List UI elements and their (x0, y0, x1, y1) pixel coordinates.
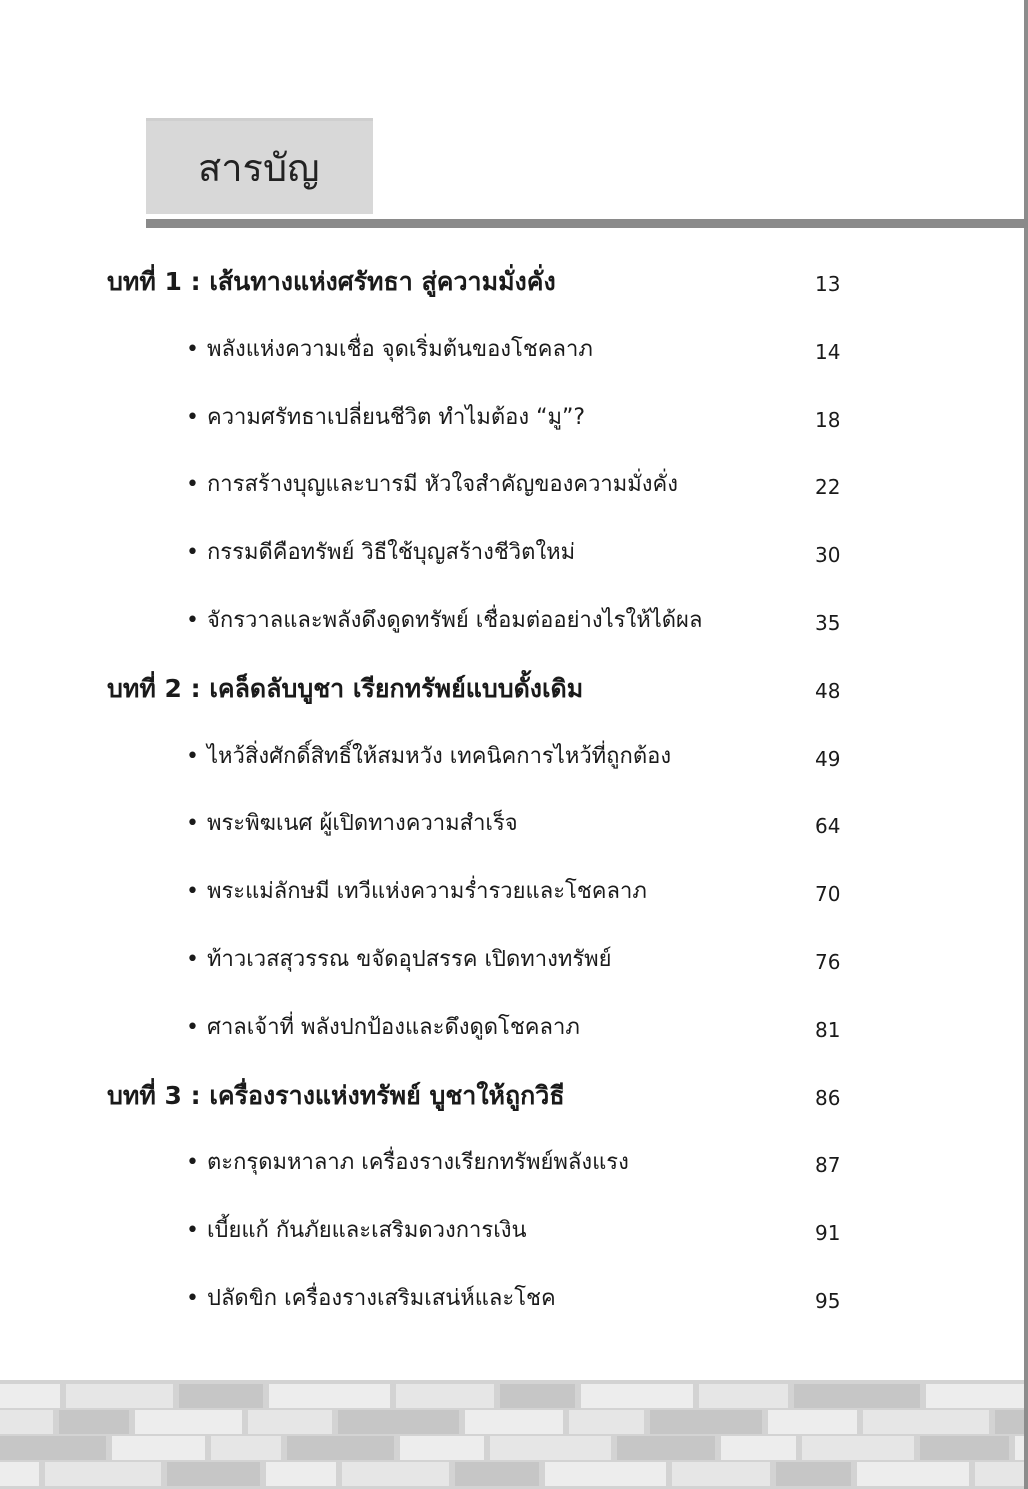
footer-pattern-tile (269, 1384, 390, 1408)
toc-item-row (0, 394, 1028, 462)
toc-page-number: 22 (815, 475, 841, 500)
footer-pattern-tile (112, 1436, 205, 1460)
footer-pattern-tile (211, 1436, 281, 1460)
footer-pattern-tile (490, 1436, 611, 1460)
toc-item-title (186, 1145, 629, 1181)
bullet-icon: • (186, 946, 199, 972)
toc-item-row (0, 326, 1028, 394)
toc-chapter-title (107, 264, 556, 300)
toc-page-number: 95 (815, 1288, 841, 1313)
bullet-icon: • (186, 1150, 199, 1176)
toc-item-row (0, 529, 1028, 597)
toc-item-row (0, 1275, 1028, 1343)
footer-pattern-tile (768, 1410, 857, 1434)
footer-pattern-tile (179, 1384, 263, 1408)
toc-entry-text: กรรมดีคือทรัพย์ วิธีใช้บุญสร้างชีวิตใหม่ (206, 540, 576, 566)
footer-pattern-tile (396, 1384, 494, 1408)
toc-chapter-title (107, 671, 583, 707)
footer-pattern-tile (794, 1384, 920, 1408)
footer-pattern-tile (500, 1384, 575, 1408)
footer-pattern-tile (995, 1410, 1024, 1434)
toc-item-row (0, 597, 1028, 665)
toc-chapter-row (0, 258, 1028, 326)
toc-page-number: 35 (815, 610, 841, 635)
footer-pattern-tile (802, 1436, 914, 1460)
toc-item-title (186, 1281, 556, 1317)
toc-entry-text: การสร้างบุญและบารมี หัวใจสำคัญของความมั่งคั่ง (206, 472, 678, 498)
bullet-icon: • (186, 1218, 199, 1244)
footer-pattern-tile (0, 1436, 106, 1460)
toc-page-number: 91 (815, 1221, 841, 1246)
bullet-icon: • (186, 472, 199, 498)
footer-pattern-tile (338, 1410, 459, 1434)
toc-item-title (186, 1010, 580, 1046)
toc-item-title (186, 535, 575, 571)
toc-entry-text: พระแม่ลักษมี เทวีแห่งความร่ำรวยและโชคลาภ (206, 879, 647, 905)
toc-item-title (186, 942, 612, 978)
toc-page-number: 76 (815, 949, 841, 974)
bullet-icon: • (186, 404, 199, 430)
bullet-icon: • (186, 1014, 199, 1040)
footer-pattern-tile (248, 1410, 332, 1434)
footer-pattern-tile (0, 1462, 39, 1486)
footer-pattern-tile (342, 1462, 449, 1486)
title-divider (146, 219, 1028, 228)
toc-item-title (186, 739, 671, 775)
toc-item-row (0, 733, 1028, 801)
toc-item-title (186, 806, 518, 842)
toc-item-title (186, 874, 647, 910)
toc-item-title (186, 467, 678, 503)
toc-entry-text: จักรวาลและพลังดึงดูดทรัพย์ เชื่อมต่ออย่างไรให้ได้ผล (206, 607, 703, 633)
footer-pattern-tile (569, 1410, 644, 1434)
bullet-icon: • (186, 540, 199, 566)
footer-pattern-tile (167, 1462, 260, 1486)
toc-entry-text: บทที่ 3 : เครื่องรางแห่งทรัพย์ บูชาให้ถูกวิธี (107, 1080, 565, 1110)
toc-page-number: 30 (815, 543, 841, 568)
footer-pattern-tile (400, 1436, 484, 1460)
toc-item-row (0, 1139, 1028, 1207)
toc-item-title (186, 603, 702, 639)
decorative-footer-pattern (0, 1380, 1024, 1489)
toc-page-number: 13 (815, 272, 841, 296)
toc-page-number: 48 (815, 678, 841, 703)
bullet-icon: • (186, 1285, 199, 1311)
page-title: สารบัญ (198, 146, 320, 190)
footer-pattern-tile (455, 1462, 539, 1486)
toc-chapter-row (0, 1072, 1028, 1140)
bullet-icon: • (186, 879, 199, 905)
footer-pattern-tile (721, 1436, 796, 1460)
toc-page-number: 18 (815, 407, 841, 432)
toc-page-number: 86 (815, 1085, 841, 1110)
footer-pattern-tile (975, 1462, 1024, 1486)
footer-pattern-tile (857, 1462, 969, 1486)
toc-entry-text: ตะกรุดมหาลาภ เครื่องรางเรียกทรัพย์พลังแรง (206, 1150, 629, 1176)
toc-chapter-title (107, 1078, 565, 1114)
bullet-icon: • (186, 607, 199, 633)
toc-entry-text: ท้าวเวสสุวรรณ ขจัดอุปสรรค เปิดทางทรัพย์ (206, 946, 612, 972)
toc-item-row (0, 800, 1028, 868)
toc-chapter-row (0, 665, 1028, 733)
toc-page-number: 64 (815, 814, 841, 839)
toc-entry-text: เบี้ยแก้ กันภัยและเสริมดวงการเงิน (206, 1218, 527, 1244)
toc-page-number: 14 (815, 339, 841, 364)
toc-entry-text: ไหว้สิ่งศักดิ์สิทธิ์ให้สมหวัง เทคนิคการไหว้ที่ถูกต้อง (206, 743, 672, 769)
footer-pattern-tile (266, 1462, 336, 1486)
toc-page-number: 49 (815, 746, 841, 771)
toc-entry-text: บทที่ 2 : เคล็ดลับบูชา เรียกทรัพย์แบบดั้งเดิม (107, 673, 584, 703)
toc-page-number: 87 (815, 1153, 841, 1178)
toc-item-row (0, 936, 1028, 1004)
footer-pattern-tile (465, 1410, 563, 1434)
footer-pattern-tile (699, 1384, 788, 1408)
toc-item-row (0, 1207, 1028, 1275)
bullet-icon: • (186, 336, 199, 362)
footer-pattern-tile (0, 1410, 53, 1434)
toc-entry-text: พระพิฆเนศ ผู้เปิดทางความสำเร็จ (206, 811, 518, 837)
toc-page-number: 81 (815, 1017, 841, 1042)
footer-pattern-tile (287, 1436, 394, 1460)
footer-pattern-tile (617, 1436, 715, 1460)
toc-item-row (0, 461, 1028, 529)
toc-entry-text: ปลัดขิก เครื่องรางเสริมเสน่ห์และโชค (206, 1285, 556, 1311)
bullet-icon: • (186, 811, 199, 837)
footer-pattern-tile (45, 1462, 161, 1486)
footer-pattern-tile (672, 1462, 770, 1486)
title-box (146, 118, 373, 214)
footer-pattern-tile (926, 1384, 1024, 1408)
toc-entry-text: ความศรัทธาเปลี่ยนชีวิต ทำไมต้อง “มู”? (206, 404, 586, 430)
toc-item-title (186, 400, 585, 436)
toc-item-row (0, 868, 1028, 936)
footer-pattern-tile (581, 1384, 693, 1408)
footer-pattern-tile (1015, 1436, 1024, 1460)
toc-item-title (186, 1213, 527, 1249)
toc-entry-text: พลังแห่งความเชื่อ จุดเริ่มต้นของโชคลาภ (206, 336, 593, 362)
footer-pattern-tile (920, 1436, 1009, 1460)
footer-pattern-tile (650, 1410, 762, 1434)
toc-item-row (0, 1004, 1028, 1072)
footer-pattern-tile (545, 1462, 666, 1486)
footer-pattern-tile (776, 1462, 851, 1486)
footer-pattern-tile (66, 1384, 173, 1408)
toc-entry-text: ศาลเจ้าที่ พลังปกป้องและดึงดูดโชคลาภ (206, 1014, 580, 1040)
toc-page-number: 70 (815, 882, 841, 907)
footer-pattern-tile (0, 1384, 60, 1408)
table-of-contents (0, 258, 1028, 1343)
footer-pattern-tile (863, 1410, 989, 1434)
bullet-icon: • (186, 743, 199, 769)
toc-entry-text: บทที่ 1 : เส้นทางแห่งศรัทธา สู่ความมั่งคั่ง (107, 267, 556, 296)
toc-item-title (186, 332, 593, 368)
footer-pattern-tile (59, 1410, 129, 1434)
footer-pattern-tile (135, 1410, 242, 1434)
